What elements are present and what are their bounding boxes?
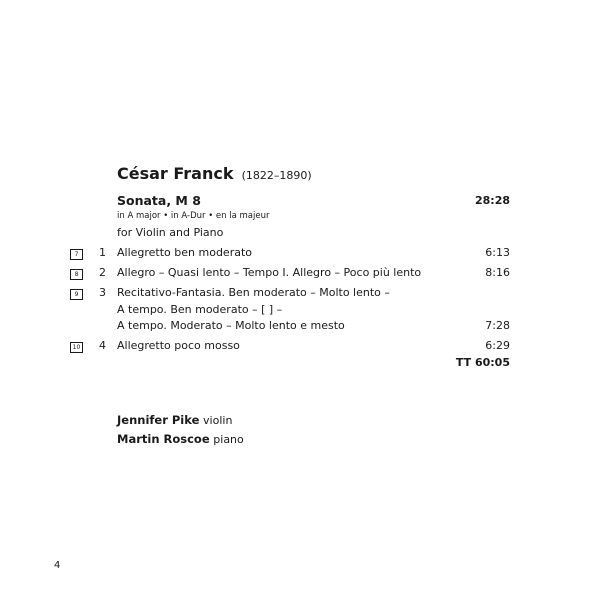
track-title: Allegro – Quasi lento – Tempo I. Allegro – Poco più lento — [117, 266, 422, 279]
track-title: Allegretto ben moderato — [117, 246, 253, 259]
performer-name: Jennifer Pike — [117, 413, 200, 427]
page-number: 4 — [54, 560, 61, 571]
composer-dates: (1822–1890) — [241, 169, 312, 182]
track-title-line-2: A tempo. Ben moderato – [ ] – — [117, 303, 283, 316]
track-index-box: 7 — [70, 249, 83, 260]
track-index-box: 9 — [70, 289, 83, 300]
track-index-box: 8 — [70, 269, 83, 280]
total-time: TT 60:05 — [455, 356, 510, 369]
work-instrumentation: for Violin and Piano — [117, 226, 224, 239]
work-title: Sonata, M 8 — [117, 193, 201, 208]
performer — [117, 413, 232, 427]
track-title-line-3: A tempo. Moderato – Molto lento e mesto — [117, 319, 345, 332]
track-duration: 7:28 — [485, 319, 510, 332]
track-index-box: 10 — [70, 342, 83, 353]
composer-heading — [117, 164, 312, 183]
track-number: 3 — [99, 286, 106, 299]
performer — [117, 432, 244, 446]
track-duration: 6:13 — [485, 246, 510, 259]
track-duration: 8:16 — [485, 266, 510, 279]
track-title: Allegretto poco mosso — [117, 339, 240, 352]
track-duration: 6:29 — [485, 339, 510, 352]
track-number: 2 — [99, 266, 106, 279]
track-number: 4 — [99, 339, 106, 352]
performer-role: violin — [203, 414, 233, 427]
composer-name: César Franck — [117, 164, 234, 183]
track-title-line-1: Recitativo-Fantasia. Ben moderato – Molto lento – — [117, 286, 390, 299]
work-duration: 28:28 — [474, 194, 510, 207]
performer-name: Martin Roscoe — [117, 432, 210, 446]
work-key: in A major • in A-Dur • en la majeur — [117, 211, 270, 221]
track-number: 1 — [99, 246, 106, 259]
performer-role: piano — [213, 433, 244, 446]
